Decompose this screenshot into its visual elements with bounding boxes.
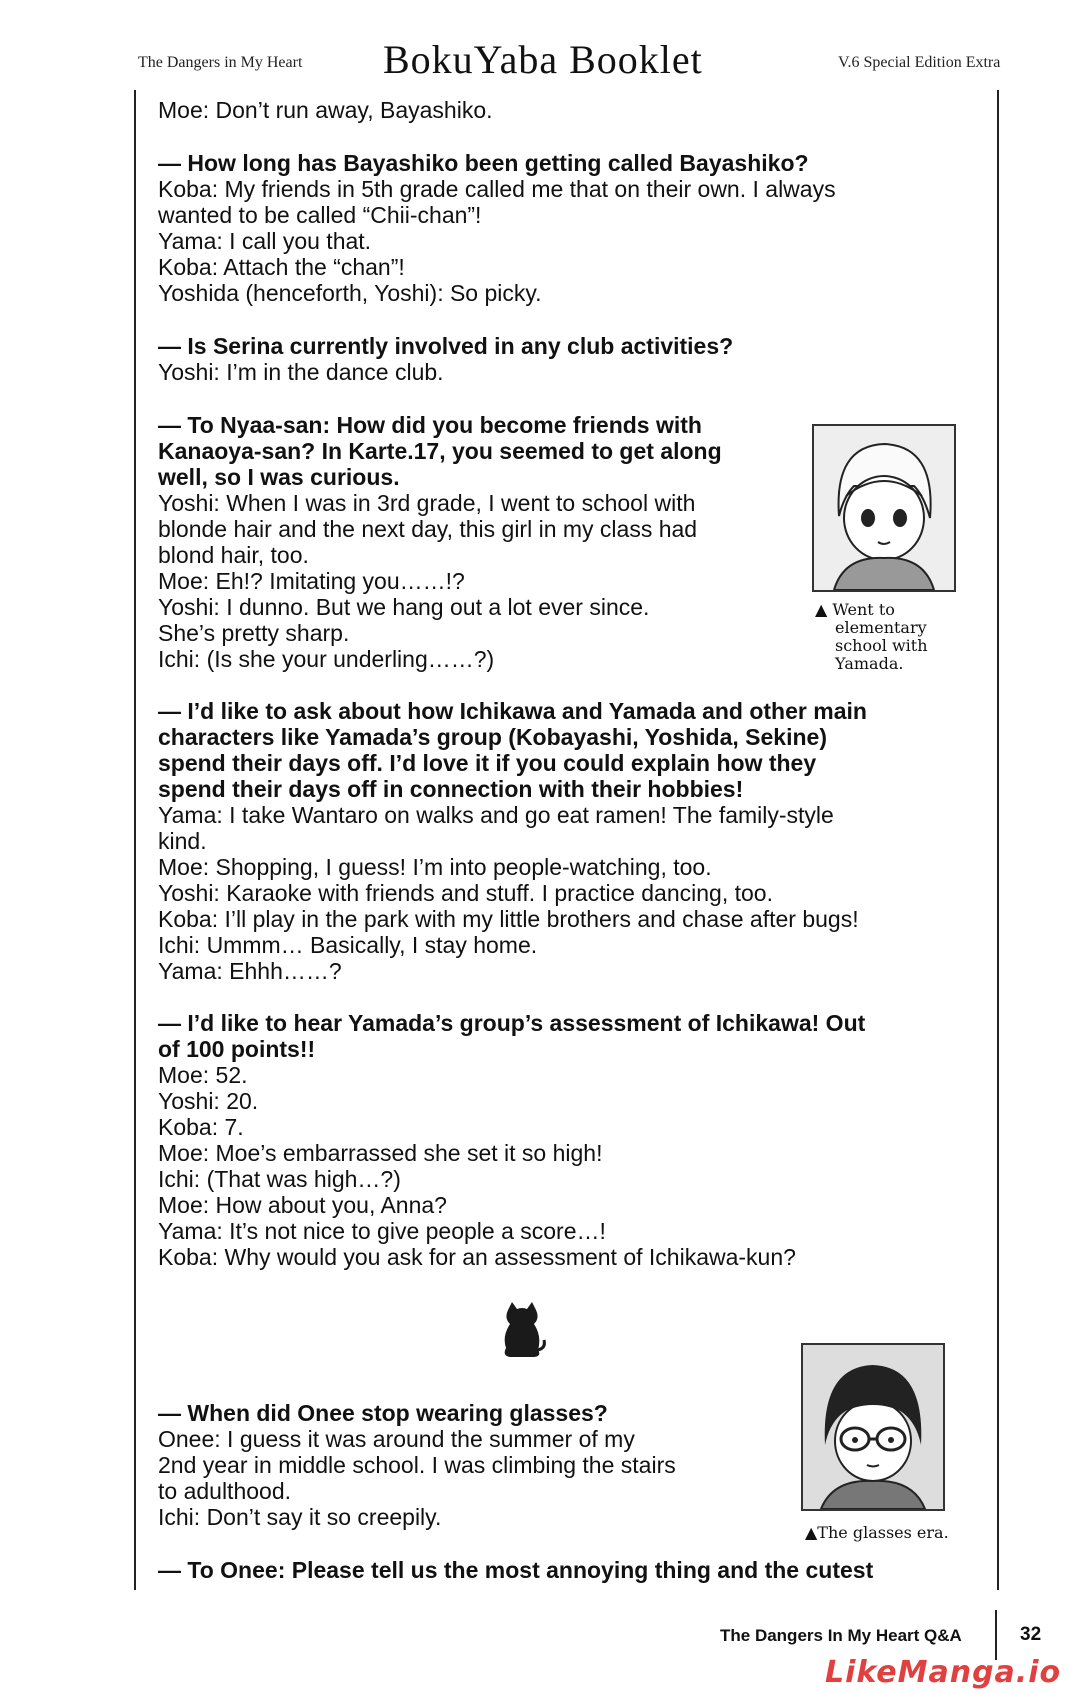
girl-portrait-icon — [814, 426, 954, 590]
question-line: — When did Onee stop wearing glasses? — [158, 1400, 608, 1426]
caption-line: elementary — [835, 618, 927, 637]
caption-line: Yamada. — [835, 654, 904, 673]
answer-line: Yoshi: I’m in the dance club. — [158, 359, 444, 385]
answer-line: 2nd year in middle school. I was climbing the stairs — [158, 1452, 676, 1478]
question-line: — I’d like to hear Yamada’s group’s assessment of Ichikawa! Out — [158, 1010, 866, 1036]
answer-line: Moe: Shopping, I guess! I’m into people-watching, too. — [158, 854, 712, 880]
qa-block-6 — [158, 1010, 988, 1270]
answer-line: Moe: Eh!? Imitating you……!? — [158, 568, 465, 594]
answer-line: blonde hair and the next day, this girl in my class had — [158, 516, 698, 542]
answer-line: blond hair, too. — [158, 542, 309, 568]
footer-section-title: The Dangers In My Heart Q&A — [720, 1626, 962, 1645]
answer-line: to adulthood. — [158, 1478, 292, 1504]
caption-line: ▲ Went to — [815, 600, 895, 619]
question-line: spend their days off in connection with their hobbies! — [158, 776, 744, 802]
footer-divider — [995, 1610, 997, 1660]
question-line: spend their days off. I’d love it if you could explain how they — [158, 750, 817, 776]
caption-glasses-era: ▲The glasses era. — [805, 1523, 949, 1542]
answer-line: Ichi: (Is she your underling……?) — [158, 646, 495, 672]
answer-line: Yama: Ehhh……? — [158, 958, 342, 984]
answer-line: Koba: Why would you ask for an assessment of Ichikawa-kun? — [158, 1244, 796, 1270]
answer-line: Koba: I’ll play in the park with my little brothers and chase after bugs! — [158, 906, 859, 932]
caption-elementary-school — [815, 601, 928, 673]
portrait-illustration-classmate — [812, 424, 956, 592]
qa-block-8 — [158, 1557, 988, 1583]
answer-line: Yama: It’s not nice to give people a score…! — [158, 1218, 606, 1244]
page-number: 32 — [1020, 1624, 1042, 1645]
answer-line: Ichi: Ummm… Basically, I stay home. — [158, 932, 538, 958]
qa-block-7 — [158, 1400, 758, 1530]
question-line: — How long has Bayashiko been getting called Bayashiko? — [158, 150, 809, 176]
question-line: — To Onee: Please tell us the most annoying thing and the cutest — [158, 1557, 874, 1583]
qa-block-2 — [158, 150, 988, 306]
right-rule — [997, 90, 999, 1590]
portrait-illustration-glasses — [801, 1343, 945, 1511]
answer-line: Koba: 7. — [158, 1114, 244, 1140]
qa-block-3 — [158, 333, 988, 385]
answer-line: Yoshi: 20. — [158, 1088, 259, 1114]
question-line: Kanaoya-san? In Karte.17, you seemed to get along — [158, 438, 722, 464]
answer-line: kind. — [158, 828, 207, 854]
question-line: of 100 points!! — [158, 1036, 316, 1062]
qa-block-4 — [158, 412, 798, 672]
header-edition: V.6 Special Edition Extra — [838, 54, 1001, 71]
answer-line: Ichi: Don’t say it so creepily. — [158, 1504, 442, 1530]
question-line: — Is Serina currently involved in any club activities? — [158, 333, 734, 359]
question-line: well, so I was curious. — [158, 464, 400, 490]
cat-ornament-icon — [498, 1300, 546, 1363]
answer-line: wanted to be called “Chii-chan”! — [158, 202, 482, 228]
question-line: — To Nyaa-san: How did you become friends with — [158, 412, 702, 438]
booklet-title: BokuYaba Booklet — [383, 37, 703, 82]
answer-line: Moe: Moe’s embarrassed she set it so high! — [158, 1140, 603, 1166]
answer-line: She’s pretty sharp. — [158, 620, 350, 646]
watermark: LikeManga.io — [825, 1655, 1062, 1690]
answer-line: Koba: Attach the “chan”! — [158, 254, 405, 280]
answer-line: Yoshi: Karaoke with friends and stuff. I practice dancing, too. — [158, 880, 773, 906]
glasses-portrait-icon — [803, 1345, 943, 1509]
caption-line: school with — [835, 636, 928, 655]
left-rule — [134, 90, 136, 1590]
qa-block-1 — [158, 97, 988, 123]
question-line: — I’d like to ask about how Ichikawa and Yamada and other main — [158, 698, 867, 724]
answer-line: Moe: How about you, Anna? — [158, 1192, 447, 1218]
answer-line: Ichi: (That was high…?) — [158, 1166, 401, 1192]
answer-line: Yama: I call you that. — [158, 228, 372, 254]
header-series-name: The Dangers in My Heart — [138, 54, 303, 71]
answer-line: Moe: Don’t run away, Bayashiko. — [158, 97, 493, 123]
answer-line: Moe: 52. — [158, 1062, 248, 1088]
answer-line: Yama: I take Wantaro on walks and go eat ramen! The family-style — [158, 802, 834, 828]
answer-line: Koba: My friends in 5th grade called me that on their own. I always — [158, 176, 836, 202]
answer-line: Yoshi: I dunno. But we hang out a lot ever since. — [158, 594, 650, 620]
answer-line: Yoshi: When I was in 3rd grade, I went to school with — [158, 490, 696, 516]
answer-line: Onee: I guess it was around the summer of my — [158, 1426, 635, 1452]
qa-block-5 — [158, 698, 988, 984]
answer-line: Yoshida (henceforth, Yoshi): So picky. — [158, 280, 542, 306]
question-line: characters like Yamada’s group (Kobayashi, Yoshida, Sekine) — [158, 724, 827, 750]
